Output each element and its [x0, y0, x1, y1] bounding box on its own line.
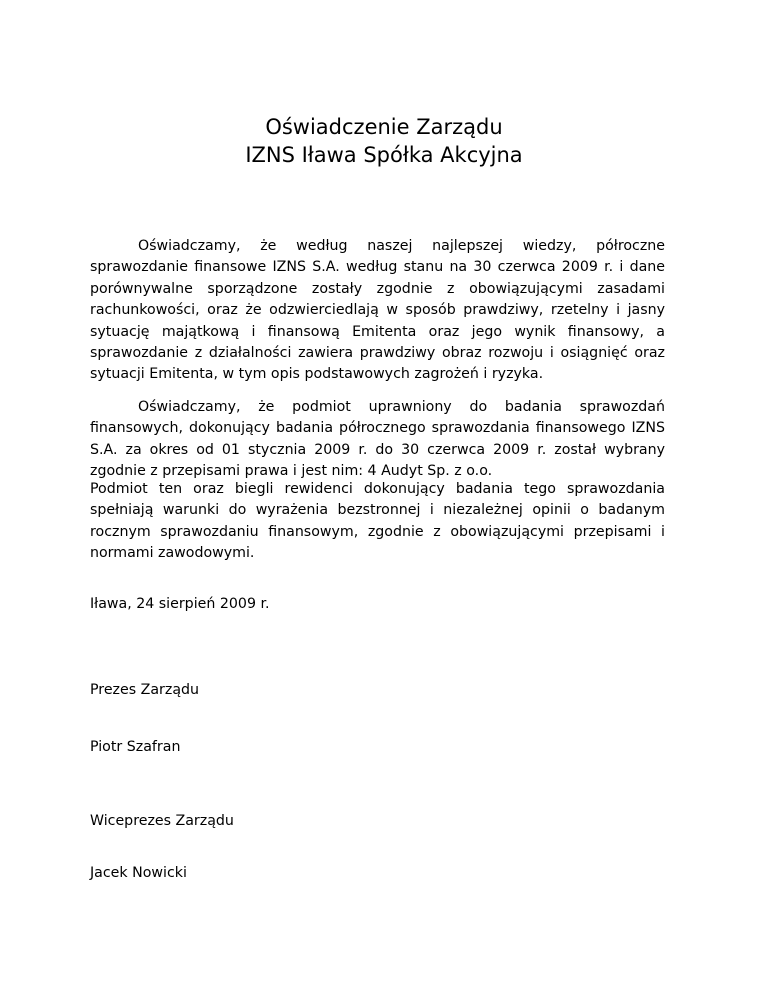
place-and-date: Iława, 24 sierpień 2009 r.: [90, 596, 270, 612]
signatory-role-vice-president: Wiceprezes Zarządu: [90, 813, 234, 829]
statement-paragraph-2-text: Oświadczamy, że podmiot uprawniony do badania sprawozdań finansowych, dokonujący badania półrocznego sprawozdania finansowego IZNS S.A. za okres od 01 stycznia 2009 r. do 30 czerwca 2009 r. został wybrany zgodnie z przepisami prawa i jest nim: 4 Audyt Sp. z o.o.: [90, 399, 665, 480]
statement-paragraph-3: Podmiot ten oraz biegli rewidenci dokonujący badania tego sprawozdania spełniają warunki do wyrażenia bezstronnej i niezależnej opinii o badanym rocznym sprawozdaniu finansowym, zgodnie z obowiązującymi przepisami i normami zawodowymi.: [90, 481, 665, 562]
signatory-name-president: Piotr Szafran: [90, 739, 181, 755]
document-subtitle: IZNS Iława Spółka Akcyjna: [245, 143, 523, 167]
statement-paragraph-1: [90, 236, 665, 386]
document-title: Oświadczenie Zarządu: [265, 115, 503, 139]
signatory-name-vice-president: Jacek Nowicki: [90, 865, 187, 881]
signatory-role-president: Prezes Zarządu: [90, 682, 200, 698]
statement-paragraph-1-text: Oświadczamy, że według naszej najlepszej wiedzy, półroczne sprawozdanie finansowe IZNS S.A. według stanu na 30 czerwca 2009 r. i dane porównywalne sporządzone zostały zgodnie z obowiązującymi zasadami rachunkowości, oraz że odzwierciedlają w sposób prawdziwy, rzetelny i jasny sytuację majątkową i finansową Emitenta oraz jego wynik finansowy, a sprawozdanie z działalności zawiera prawdziwy obraz rozwoju i osiągnięć oraz sytuacji Emitenta, w tym opis podstawowych zagrożeń i ryzyka.: [90, 238, 665, 383]
statement-paragraph-2: [90, 397, 665, 483]
